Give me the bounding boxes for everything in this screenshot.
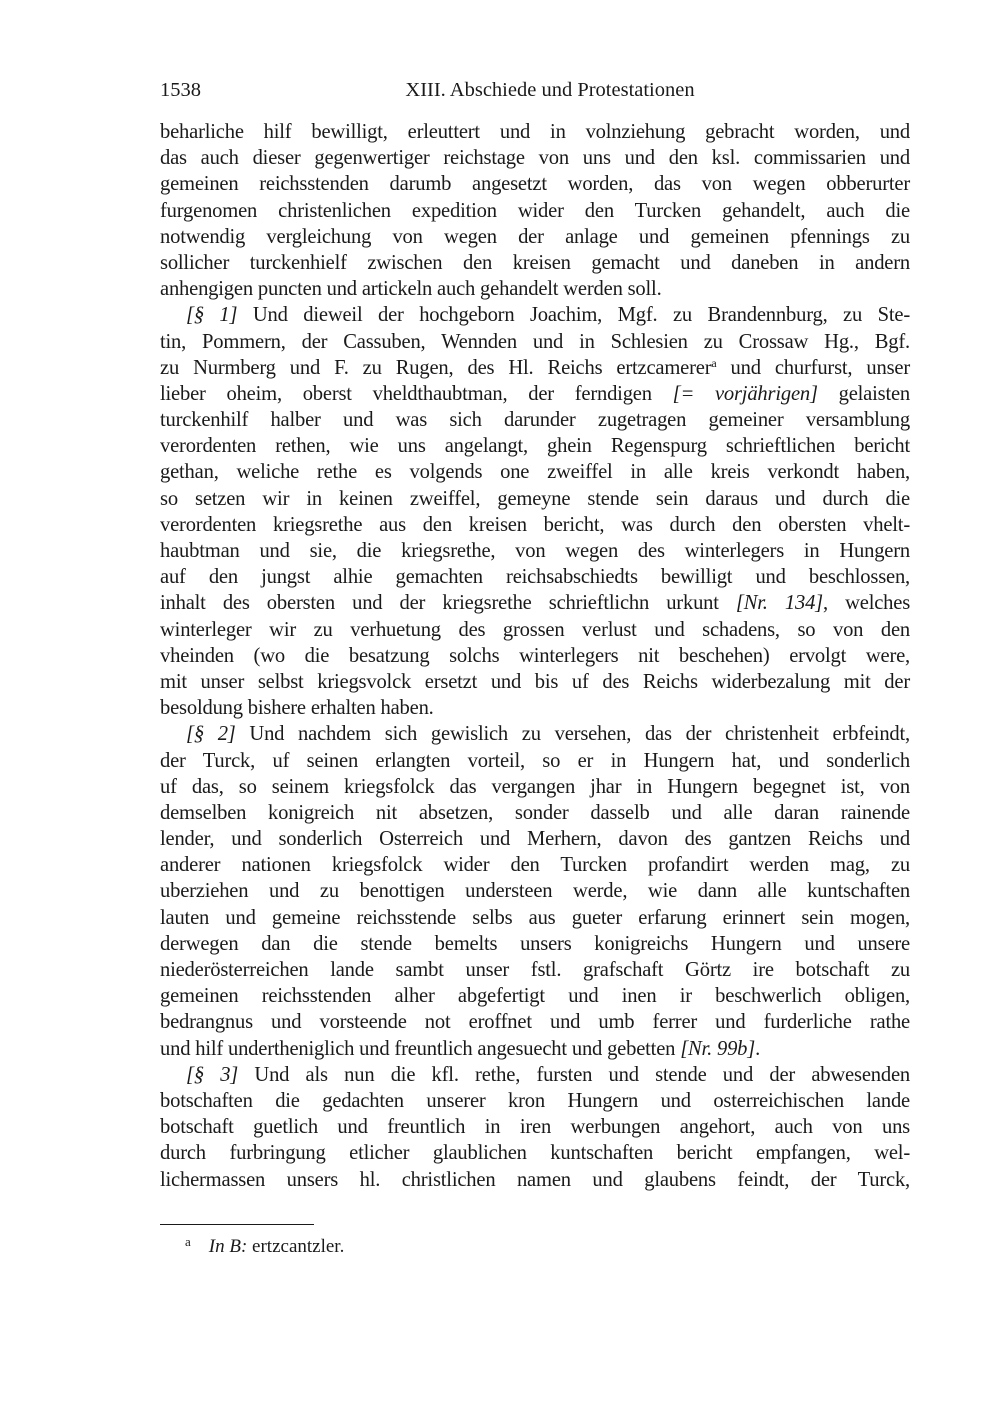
text-line: botschaft guetlich und freuntlich in iren werbungen angehort, auch von uns bbox=[160, 1116, 910, 1139]
text-line: inhalt des obersten und der kriegsrethe schrieftlichn urkunt [Nr. 134], welches bbox=[160, 592, 911, 615]
text-line: verordenten rethen, wie uns angelangt, ghein Regenspurg schrieftlichen bericht bbox=[160, 435, 910, 458]
document-reference: [Nr. 99b] bbox=[680, 1037, 756, 1060]
text-line: haubtman und sie, die kriegsrethe, von wegen des winterlegers in Hungern bbox=[160, 540, 910, 562]
text-line: lieber oheim, oberst vheldthaubtman, der ferndigen [= vorjährigen] gelaisten bbox=[160, 382, 911, 405]
page-header bbox=[160, 79, 910, 107]
paragraph-2-first-line: [§ 2] Und nachdem sich gewislich zu versehen, das der christenheit erbfeindt, bbox=[186, 723, 910, 746]
text-line: notwendig vergleichung von wegen der anlage und gemeinen pfennings zu bbox=[160, 225, 910, 248]
section-label: [§ 1] bbox=[186, 304, 238, 327]
text-line: winterleger wir zu verhuetung des grossen verlust und schadens, so von den bbox=[160, 618, 910, 641]
text-line: botschaften die gedachten unserer kron Hungern und osterreichischen lande bbox=[160, 1089, 910, 1112]
text-line: sollicher turckenhielf zwischen den kreisen gemacht und daneben in andern bbox=[160, 251, 910, 274]
text-line: demselben konigreich nit absetzen, sonder dasselb und alle daran rainende bbox=[160, 801, 910, 824]
text-line: uberziehen und zu benottigen understeen werde, wie dann alle kuntschaften bbox=[160, 880, 910, 903]
footnote-text: ertzcantzler. bbox=[247, 1236, 345, 1257]
text-line: lauten und gemeine reichsstende selbs aus gueter erfarung erinnert sein mogen, bbox=[160, 906, 910, 929]
text-line: verordenten kriegsrethe aus den kreisen bericht, was durch den obersten vhelt- bbox=[160, 513, 910, 536]
text-line: gethan, weliche rethe es volgends one zweiffel in alle kreis verkondt haben, bbox=[160, 461, 910, 484]
footnote bbox=[185, 1229, 344, 1260]
text-line: und hilf undertheniglich und freuntlich angesuecht und gebetten [Nr. 99b]. bbox=[160, 1037, 761, 1060]
text-line: zu Nurmberg und F. zu Rugen, des Hl. Reichs ertzcamerer$^a$ und churfurst, unser bbox=[160, 355, 910, 379]
footnote-marker: a bbox=[185, 1234, 191, 1249]
text-line: lichermassen unsers hl. christlichen namen und glaubens feindt, der Turck, bbox=[160, 1168, 910, 1191]
editorial-gloss: [= vorjährigen] bbox=[672, 382, 818, 405]
footnote-ref[interactable]: a bbox=[711, 355, 717, 370]
text-line: vheinden (wo die besatzung solchs winterlegers nit beschehen) ervolgt were, bbox=[160, 644, 910, 667]
footnote-separator bbox=[160, 1224, 314, 1225]
text-line: niederösterreichen lande sambt unser fstl. grafschaft Görtz ire botschaft zu bbox=[160, 959, 910, 981]
text-line: derwegen dan die stende bemelts unsers konigreichs Hungern und unsere bbox=[160, 932, 910, 955]
text-line: gemeinen reichsstenden darumb angesetzt worden, das von wegen obberurter bbox=[160, 173, 910, 196]
text-line: bedrangnus und vorsteende not eroffnet und umb ferrer und furderliche rathe bbox=[160, 1011, 910, 1034]
text-line: durch furbringung etlicher glaublichen kuntschaften bericht empfangen, wel- bbox=[160, 1142, 910, 1165]
section-label: [§ 2] bbox=[186, 723, 236, 746]
section-label: [§ 3] bbox=[186, 1063, 239, 1086]
text-line: tin, Pommern, der Cassuben, Wennden und in Schlesien zu Crossaw Hg., Bgf. bbox=[160, 330, 910, 353]
main-text bbox=[160, 119, 910, 1193]
text-line: anderer nationen kriegsfolck wider den Turcken profandirt werden mag, zu bbox=[160, 854, 910, 877]
footnote-label: In B: bbox=[208, 1236, 248, 1257]
text-line: turckenhilf halber und was sich darunder zugetragen gemeiner versamblung bbox=[160, 409, 910, 432]
paragraph-3-first-line: [§ 3] Und als nun die kfl. rethe, fursten und stende und der abwesenden bbox=[186, 1063, 910, 1086]
text-line: furgenomen christenlichen expedition wider den Turcken gehandelt, auch die bbox=[160, 199, 910, 222]
text-line: beharliche hilf bewilligt, erleuttert und in volnziehung gebracht worden, und bbox=[160, 121, 910, 143]
text-line: uf das, so seinem kriegsfolck das vergangen jhar in Hungern begegnet ist, von bbox=[160, 775, 910, 798]
paragraph-1-first-line: [§ 1] Und dieweil der hochgeborn Joachim, Mgf. zu Brandennburg, zu Ste- bbox=[186, 304, 910, 327]
text-line: lender, und sonderlich Osterreich und Merhern, davon des gantzen Reichs und bbox=[160, 828, 910, 851]
text-line: mit unser selbst kriegsvolck ersetzt und bis uf des Reichs widerbezalung mit der bbox=[160, 670, 910, 693]
text-line: so setzen wir in keinen zweiffel, gemeyne stende sein daraus und durch die bbox=[160, 487, 910, 510]
document-reference: [Nr. 134] bbox=[735, 592, 823, 615]
text-line: anhengigen puncten und artickeln auch gehandelt werden soll. bbox=[160, 278, 662, 301]
running-title: XIII. Abschiede und Protestationen bbox=[405, 79, 695, 101]
text-line: auf den jungst alhie gemachten reichsabschiedts bewilligt und beschlossen, bbox=[160, 566, 910, 589]
text-line: der Turck, uf seinen erlangten vorteil, so er in Hungern hat, und sonderlich bbox=[160, 749, 910, 772]
text-line: das auch dieser gegenwertiger reichstage von uns und den ksl. commissarien und bbox=[160, 147, 910, 170]
text-line: besoldung bishere erhalten haben. bbox=[160, 697, 434, 720]
text-line: gemeinen reichsstenden alher abgefertigt und inen ir beschwerlich obligen, bbox=[160, 985, 910, 1008]
page-number: 1538 bbox=[160, 79, 201, 101]
